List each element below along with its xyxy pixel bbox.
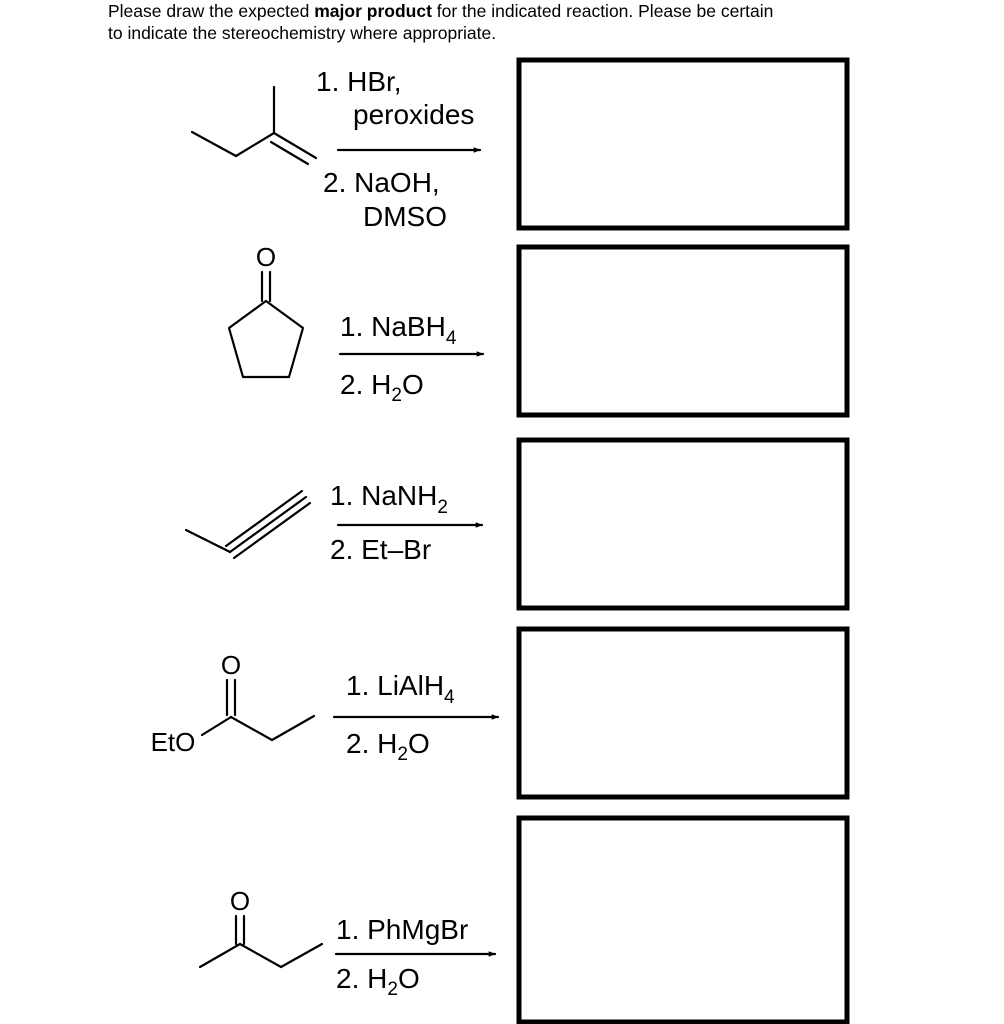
- reagent-1-step1: 1. HBr,: [316, 66, 402, 97]
- answer-box-1[interactable]: [519, 60, 847, 228]
- reagent-2-step1: 1. NaBH$_4$: [340, 311, 457, 349]
- instructions-text-1: Please draw the expected: [108, 1, 315, 21]
- structure-alkyne: [186, 491, 310, 558]
- atom-oxygen: O: [220, 650, 242, 680]
- atom-oxygen: O: [255, 242, 277, 272]
- reaction-1: [192, 60, 847, 232]
- structure-ethyl-propanoate: [151, 650, 314, 757]
- reagent-1-step2: 2. NaOH,: [323, 167, 440, 198]
- reagent-4-step2: 2. $H_2O$: [346, 728, 430, 765]
- structure-alkene: [192, 87, 316, 164]
- reagent-5-step1: 1. PhMgBr: [336, 914, 469, 945]
- reagent-5-step2: 2. $H_2O$: [336, 963, 420, 1000]
- reagent-1-step1-cont: peroxides: [353, 99, 475, 130]
- reaction-4: [151, 629, 847, 797]
- reagent-4-step1: 1. LiAlH$_4$: [346, 670, 455, 708]
- answer-box-5[interactable]: [519, 818, 847, 1022]
- structure-butanone: [200, 886, 322, 967]
- instructions-line-2: to indicate the stereochemistry where appropriate.: [108, 23, 497, 43]
- reaction-2: [229, 242, 847, 415]
- reagent-2-step2: 2. $H_2O$: [340, 369, 424, 406]
- reagent-3-step2: 2. Et–Br: [330, 534, 432, 565]
- answer-box-2[interactable]: [519, 247, 847, 415]
- reagent-3-step1: 1. NaNH$_2$: [330, 480, 448, 518]
- atom-oxygen: O: [229, 886, 251, 916]
- reagent-1-step2-cont: DMSO: [363, 201, 447, 232]
- answer-box-4[interactable]: [519, 629, 847, 797]
- answer-box-3[interactable]: [519, 440, 847, 608]
- reaction-5: [200, 818, 847, 1022]
- instructions-text-2: for the indicated reaction. Please be certain: [431, 1, 774, 21]
- instructions-bold: major product: [314, 1, 432, 21]
- structure-cyclopentanone: [229, 242, 303, 377]
- atom-eto: EtO: [150, 727, 196, 757]
- reaction-3: [186, 440, 847, 608]
